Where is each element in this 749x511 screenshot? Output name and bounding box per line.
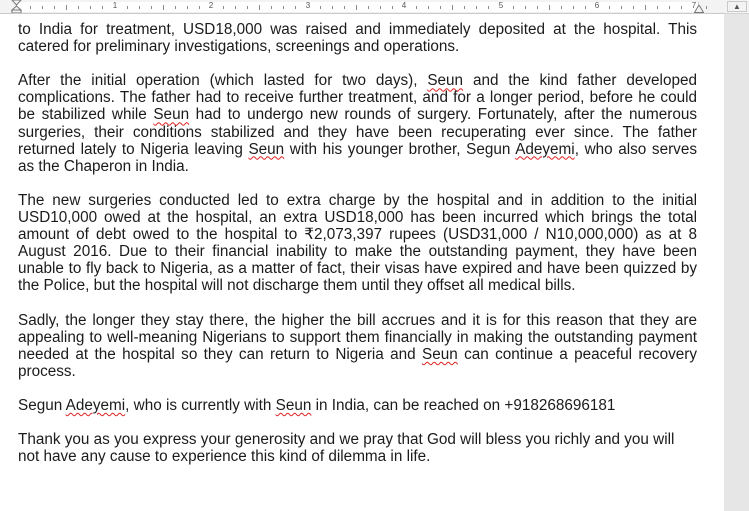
ruler-tick — [78, 6, 79, 9]
ruler-tick — [428, 6, 429, 9]
paragraph-text: can continue a peaceful recovery process. — [18, 345, 697, 380]
ruler-tick — [151, 6, 152, 9]
ruler-tick — [609, 6, 610, 9]
first-line-indent-marker[interactable] — [11, 0, 22, 13]
ruler-tick — [440, 6, 441, 9]
paragraph-text: in India, can be reached on +918268696181 — [311, 397, 616, 415]
ruler-tick — [247, 6, 248, 9]
ruler-tick — [452, 5, 453, 10]
ruler-tick — [42, 6, 43, 9]
ruler-number: 4 — [401, 1, 407, 10]
paragraph-text: with his younger brother, Segun — [284, 140, 516, 158]
ruler-tick — [320, 6, 321, 9]
collapse-ribbon-button[interactable] — [727, 1, 747, 12]
paragraph-text: After the initial operation (which lasted for two days), — [18, 72, 428, 90]
misspelled-word[interactable]: Adeyemi — [515, 140, 575, 158]
ruler-tick — [706, 6, 707, 9]
paragraph-text: to India for treatment, USD18,000 was raised and immediately deposited at the hospital. This catered for preliminary investigations, screenings and operations. — [18, 21, 697, 56]
ruler-tick — [561, 6, 562, 9]
misspelled-word[interactable]: Seun — [248, 140, 285, 158]
ruler-tick — [344, 6, 345, 9]
document-page[interactable] — [0, 14, 724, 511]
ruler-tick — [525, 6, 526, 9]
ruler-number: 1 — [112, 1, 118, 10]
right-indent-marker[interactable] — [694, 5, 704, 13]
paragraph-text: Segun — [18, 397, 66, 415]
ruler-tick — [127, 6, 128, 9]
vertical-scrollbar-track[interactable] — [724, 14, 749, 511]
ruler-tick — [283, 6, 284, 9]
paragraph — [18, 431, 697, 465]
ruler-tick — [332, 6, 333, 9]
ruler-tick — [235, 6, 236, 9]
misspelled-word[interactable]: Adeyemi — [65, 397, 126, 415]
ruler-tick — [549, 5, 550, 10]
misspelled-word[interactable]: Seun — [153, 106, 190, 124]
ruler-tick — [295, 6, 296, 9]
ruler-number: 6 — [594, 1, 600, 10]
ruler-number: 5 — [498, 1, 504, 10]
paragraph-text: Sadly, the longer they stay there, the higher the bill accrues and it is for this reason that they are appealing to well-meaning Nigerians to support them financially in making the outstanding payment needed at the hospital so they can return to Nigeria and — [18, 311, 697, 363]
paragraph — [18, 397, 697, 414]
paragraph — [18, 21, 697, 55]
ruler-tick — [54, 6, 55, 9]
paragraph-text: and the kind father developed complications. The father had to receive further treatment, and for a longer period, before he could be stabilized while — [18, 72, 697, 124]
ruler-tick — [271, 6, 272, 9]
ruler-tick — [199, 6, 200, 9]
ruler-tick — [139, 6, 140, 9]
ruler-tick — [102, 6, 103, 9]
ruler-tick — [187, 6, 188, 9]
misspelled-word[interactable]: Seun — [427, 72, 464, 90]
ruler-tick — [621, 6, 622, 9]
ruler-tick — [476, 6, 477, 9]
ruler-number: 7 — [691, 1, 697, 10]
ruler-number: 2 — [208, 1, 214, 10]
ruler-tick — [633, 6, 634, 9]
ruler-tick — [464, 6, 465, 9]
ruler-tick — [259, 5, 260, 10]
ruler-tick — [175, 6, 176, 9]
ruler-tick — [368, 6, 369, 9]
ruler-tick — [223, 6, 224, 9]
paragraph — [18, 72, 697, 175]
ruler-number: 3 — [305, 1, 311, 10]
misspelled-word[interactable]: Seun — [275, 397, 312, 415]
ruler-tick — [488, 6, 489, 9]
ruler-tick — [645, 5, 646, 10]
ruler-tick — [380, 6, 381, 9]
ruler-tick — [356, 5, 357, 10]
ruler-tick — [681, 6, 682, 9]
document-body[interactable] — [18, 21, 697, 483]
paragraph-text: had to undergo new rounds of surgery. Fortunately, after the numerous surgeries, their conditions stabilized and they have been recuperating ever since. The father returned lately to Nigeria leaving — [18, 106, 697, 158]
horizontal-ruler[interactable] — [0, 0, 749, 14]
ruler-tick — [573, 6, 574, 9]
ruler-tick — [163, 5, 164, 10]
ruler-tick — [30, 6, 31, 9]
paragraph-text: The new surgeries conducted led to extra charge by the hospital and in addition to the initial USD10,000 owed at the hospital, an extra USD18,000 has been incurred which brings the total amount of debt owed to the hospital to ₹2,073,397 rupees (USD31,000 / N10,000,000) as at 8 August 2016. Due to their financial inability to make the outstanding payment, they have been unable to fly back to Nigeria, as a matter of fact, their visas have expired and have been quizzed by the Police, but the hospital will not discharge them until they offset all medical bills. — [18, 191, 697, 295]
paragraph-text: Thank you as you express your generosity and we pray that God will bless you richly and you will not have any cause to experience this kind of dilemma in life. — [18, 431, 675, 466]
paragraph-text: , who also serves as the Chaperon in India. — [18, 140, 697, 175]
paragraph — [18, 192, 697, 295]
ruler-tick — [537, 6, 538, 9]
ruler-tick — [657, 6, 658, 9]
paragraph-text: , who is currently with — [125, 397, 276, 415]
ruler-tick — [90, 6, 91, 9]
ruler-tick — [585, 6, 586, 9]
chevron-up-icon: ▲ — [733, 2, 741, 11]
ruler-tick — [513, 6, 514, 9]
paragraph — [18, 312, 697, 380]
ruler-tick — [669, 6, 670, 9]
misspelled-word[interactable]: Seun — [422, 345, 458, 363]
ruler-tick — [392, 6, 393, 9]
ruler-tick — [416, 6, 417, 9]
ruler-tick — [66, 5, 67, 10]
